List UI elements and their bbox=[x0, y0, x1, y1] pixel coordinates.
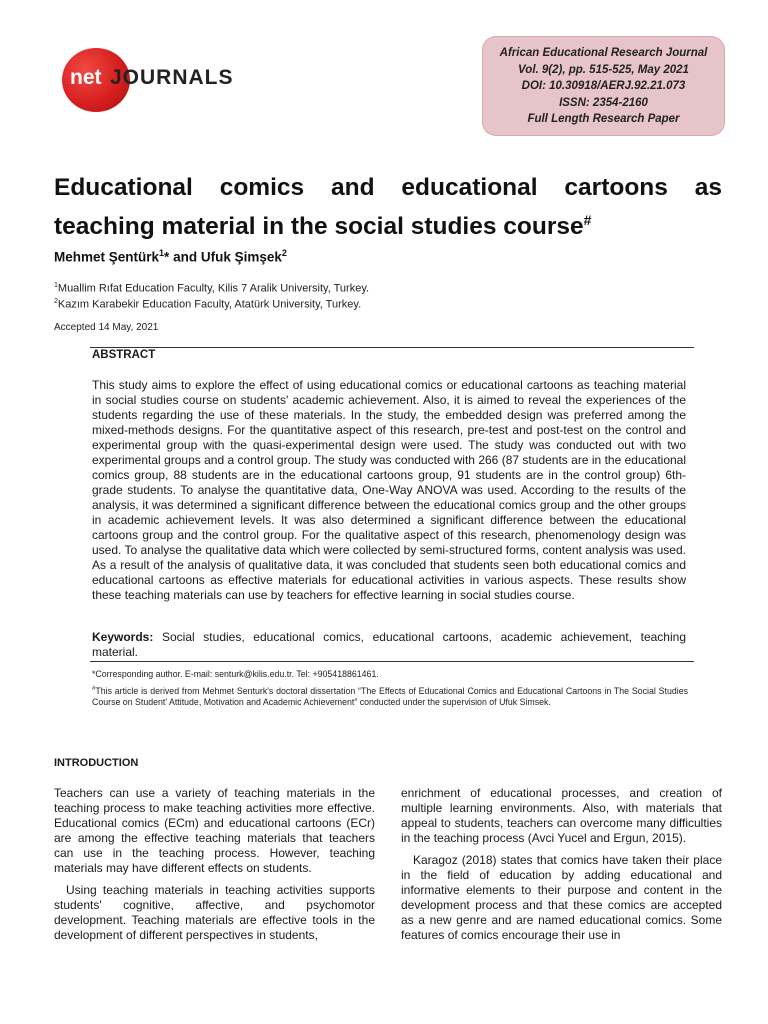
body-column-left bbox=[54, 786, 375, 950]
corresponding-author-note: *Corresponding author. E-mail: senturk@kilis.edu.tr. Tel: +905418861461. bbox=[92, 669, 379, 679]
journal-logo bbox=[62, 40, 262, 112]
abstract-top-rule bbox=[90, 347, 694, 348]
accepted-date: Accepted 14 May, 2021 bbox=[54, 322, 159, 333]
journal-name: African Educational Research Journal bbox=[499, 47, 708, 59]
keywords-text: Social studies, educational comics, educational cartoons, academic achievement, teaching material. bbox=[92, 630, 686, 659]
paragraph: Karagoz (2018) states that comics have taken their place in the field of education by adding educational and informative elements to their purpose and content in the development process and that these comics are accepted as a new genre and are named educational comics. Some features of comics encourage their use in bbox=[401, 853, 722, 942]
corresponding-mark: * bbox=[164, 249, 170, 265]
article-footnote-text: This article is derived from Mehmet Senturk's doctoral dissertation “The Effects of Educational Comics and Educational Cartoons in The Social Studies Course on Student' Attitude, Motivation and Academic Achievement” conducted under the supervision of Ufuk Simsek. bbox=[92, 685, 688, 707]
author-1: Mehmet Şentürk bbox=[54, 249, 160, 265]
journal-volume: Vol. 9(2), pp. 515-525, May 2021 bbox=[518, 63, 689, 76]
affiliation-1-text: Muallim Rıfat Education Faculty, Kilis 7 Aralik University, Turkey. bbox=[57, 282, 370, 295]
paper-title bbox=[54, 172, 722, 243]
paper-type: Full Length Research Paper bbox=[527, 113, 680, 125]
keywords bbox=[92, 630, 686, 660]
paragraph: enrichment of educational processes, and creation of multiple learning environments. Also, with materials that appeal to students, teachers can overcome many difficulties in the teaching process (Avci Yucel and Ergun, 2015). bbox=[401, 786, 722, 845]
article-footnote bbox=[92, 684, 688, 708]
paragraph: Using teaching materials in teaching activities supports students' cognitive, affective, and psychomotor development. Teaching materials are effective tools in the development of different perspectives in students, bbox=[54, 883, 375, 942]
keywords-label: Keywords: bbox=[92, 630, 154, 644]
abstract-bottom-rule bbox=[90, 661, 694, 662]
journal-issn: ISSN: 2354-2160 bbox=[559, 96, 648, 109]
journal-info-box bbox=[482, 36, 725, 136]
author-1-affil: 1 bbox=[159, 248, 165, 258]
author-2: Ufuk Şimşek bbox=[200, 249, 282, 265]
affiliation-1 bbox=[54, 282, 369, 295]
paper-title-text: Educational comics and educational cartoons as teaching material in the social studies course bbox=[54, 174, 722, 241]
affiliation-2-mark: 2 bbox=[54, 298, 58, 305]
title-footnote-mark: # bbox=[583, 212, 592, 228]
paragraph: Teachers can use a variety of teaching materials in the teaching process to make teaching activities more effective. Educational comics (ECm) and educational cartoons (ECr) are among the effective teaching materials that teachers can use in the teaching process. However, teaching materials may have different effects on students. bbox=[54, 786, 375, 875]
introduction-heading: INTRODUCTION bbox=[54, 757, 139, 769]
body-column-right bbox=[401, 786, 722, 950]
logo-text-net: net bbox=[70, 66, 102, 89]
affiliation-1-mark: 1 bbox=[54, 282, 58, 289]
author-line bbox=[54, 248, 287, 265]
author-2-affil: 2 bbox=[281, 248, 287, 258]
article-footnote-mark: # bbox=[92, 686, 96, 692]
abstract-text: This study aims to explore the effect of using educational comics or educational cartoons as teaching material in social studies course on students' academic achievement. Also, it is aimed to reveal the experiences of the students regarding the use of these materials. In the study, the embedded design was preferred among the mixed-methods designs. For the quantitative aspect of this research, pre-test and post-test on the control and experimental group with the quasi-experimental design were used. The study was conducted out with two experimental groups and a control group. The study was conducted with 266 (87 students are in the educational comics group, 88 students are in the educational cartoons group, 91 students are in the control group) 6th-grade students. To analyse the quantitative data, One-Way ANOVA was used. According to the results of the analysis, it was determined a significant difference between the educational comics group and the other groups in academic achievement levels. It was also determined a significant difference between the educational cartoons group and the control group. For the qualitative aspect of this research, phenomenology design was used. To analyse the qualitative data which were collected by semi-structured forms, content analysis was used. As a result of the analysis of qualitative data, it was concluded that students seen both educational comics and educational cartoons as effective materials for educational activities in various aspects. These results show these teaching materials can use by teachers for effective learning in social studies course. bbox=[92, 378, 686, 602]
journal-doi: DOI: 10.30918/AERJ.92.21.073 bbox=[521, 80, 686, 92]
affiliation-2-text: Kazım Karabekir Education Faculty, Atatürk University, Turkey. bbox=[57, 298, 362, 311]
author-and: and bbox=[169, 249, 201, 265]
logo-text-journals: JOURNALS bbox=[110, 66, 234, 89]
abstract-heading: ABSTRACT bbox=[92, 349, 156, 361]
affiliation-2 bbox=[54, 298, 361, 311]
